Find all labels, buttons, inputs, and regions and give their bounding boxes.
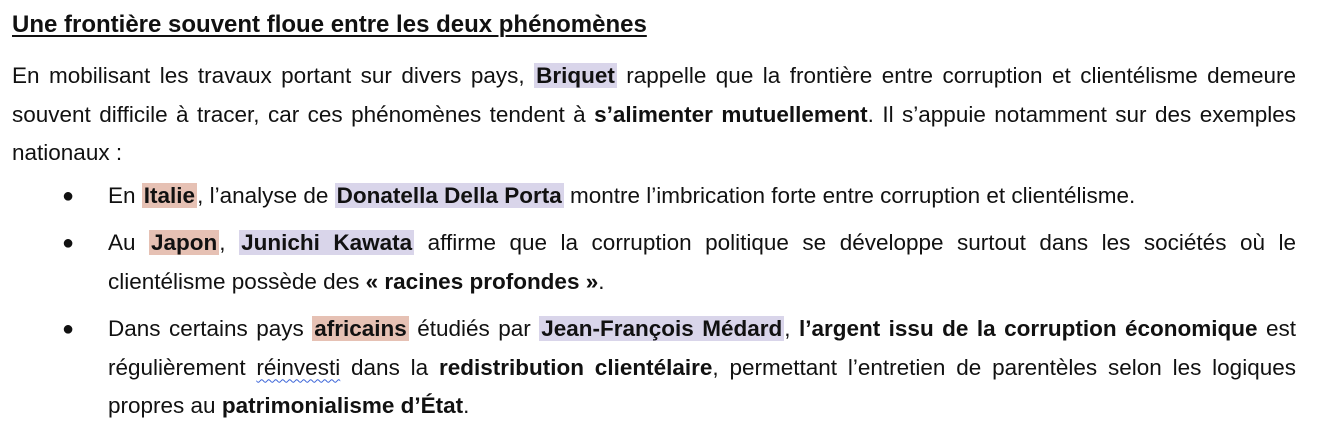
item-text: est régulièrement <box>108 316 1296 380</box>
bold-phrase: redistribution clientélaire <box>438 354 713 380</box>
item-text: Dans certains pays <box>108 316 313 341</box>
item-text: affirme que la corruption politique se développe surtout dans les sociétés où le clientélisme possède des <box>108 230 1296 294</box>
list-item-japon <box>12 224 1296 301</box>
item-text: , l’analyse de <box>197 182 335 208</box>
intro-text-3: . Il s’appuie notamment sur des exemples nationaux : <box>12 101 1296 165</box>
bold-phrase: l’argent issu de la corruption économique <box>798 316 1258 341</box>
intro-text-2: rappelle que la frontière entre corruption et clientélisme demeure souvent difficile à tracer, car ces phénomènes tendent à <box>12 63 1296 127</box>
bold-phrase: patrimonialisme d’État <box>221 393 464 418</box>
item-text: En <box>108 182 142 208</box>
item-text: Au <box>108 230 150 255</box>
item-text: , permettant l’entretien de parentèles selon les logiques propres au <box>108 354 1296 418</box>
highlight-place-italie: Italie <box>143 182 196 208</box>
item-text: étudiés par <box>408 316 540 341</box>
item-text: , <box>219 230 240 255</box>
item-text: , <box>784 316 799 341</box>
intro-bold-phrase: s’alimenter mutuellement <box>594 101 868 127</box>
item-text: dans la <box>340 354 439 380</box>
highlight-place-africains: africains <box>314 316 407 341</box>
intro-text-1: En mobilisant les travaux portant sur divers pays, <box>12 63 535 88</box>
intro-paragraph <box>12 57 1296 173</box>
item-text: . <box>463 393 470 418</box>
bullet-icon: ● <box>62 232 75 254</box>
highlight-author-kawata: Junichi Kawata <box>241 230 413 255</box>
bullet-icon: ● <box>62 184 75 207</box>
bullet-icon: ● <box>62 318 75 340</box>
list-item-italie <box>12 177 1296 216</box>
highlight-author-medard: Jean-François Médard <box>541 316 783 341</box>
section-heading: Une frontière souvent floue entre les deux phénomènes <box>12 11 647 38</box>
bold-quote: « racines profondes » <box>365 268 599 294</box>
examples-list <box>12 177 1296 426</box>
list-item-africains <box>12 310 1296 426</box>
highlight-author-della-porta: Donatella Della Porta <box>336 182 562 208</box>
highlight-author-briquet: Briquet <box>536 63 615 88</box>
item-text: montre l’imbrication forte entre corruption et clientélisme. <box>563 182 1136 208</box>
item-text: . <box>598 268 605 294</box>
highlight-place-japon: Japon <box>151 230 218 255</box>
spellcheck-flagged-word[interactable]: réinvesti <box>256 354 341 380</box>
